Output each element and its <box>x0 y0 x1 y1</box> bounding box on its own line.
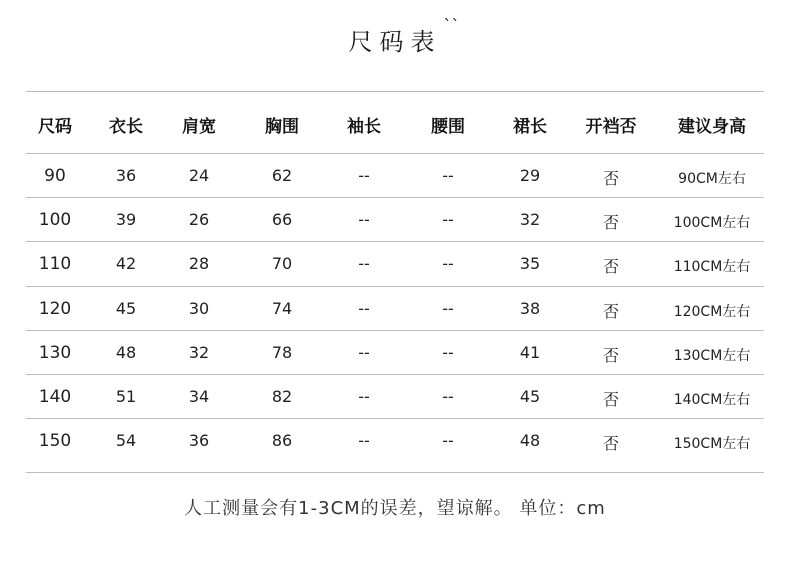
cell-chest: 74 <box>271 298 293 318</box>
title-container <box>0 16 790 57</box>
cell-sleeve: -- <box>358 342 370 362</box>
table-row <box>26 153 764 197</box>
table-row <box>26 374 764 418</box>
cell-waist: -- <box>442 166 454 185</box>
header-chest: 胸围 <box>265 117 299 137</box>
cell-suggested-height: 130CM左右 <box>673 347 751 364</box>
cell-chest: 66 <box>271 210 293 230</box>
cell-chest: 62 <box>271 166 293 185</box>
cell-length: 45 <box>115 298 137 318</box>
cell-waist: -- <box>442 431 454 451</box>
header-skirt-length: 裙长 <box>513 117 547 137</box>
cell-shoulder: 28 <box>188 254 210 274</box>
cell-open-crotch: 否 <box>602 213 619 233</box>
cell-sleeve: -- <box>358 298 370 318</box>
cell-open-crotch: 否 <box>602 301 619 321</box>
cell-skirt-length: 45 <box>519 387 541 406</box>
cell-shoulder: 36 <box>188 431 210 451</box>
table-header-row <box>26 91 764 153</box>
cell-size: 120 <box>38 298 72 319</box>
cell-sleeve: -- <box>358 254 370 274</box>
title-text: 尺码表 <box>348 28 442 56</box>
cell-chest: 82 <box>271 387 293 406</box>
cell-skirt-length: 41 <box>519 342 541 362</box>
cell-shoulder: 30 <box>188 298 210 318</box>
cell-open-crotch: 否 <box>602 257 619 277</box>
cell-suggested-height: 110CM左右 <box>673 259 751 276</box>
cell-size: 110 <box>38 254 72 275</box>
cell-shoulder: 24 <box>188 166 210 185</box>
cell-sleeve: -- <box>358 431 370 451</box>
cell-suggested-height: 120CM左右 <box>673 303 751 320</box>
cell-shoulder: 26 <box>188 210 210 230</box>
cell-suggested-height: 100CM左右 <box>673 215 751 232</box>
table-row <box>26 330 764 374</box>
cell-skirt-length: 32 <box>519 210 541 230</box>
header-sleeve: 袖长 <box>347 117 381 137</box>
cell-waist: -- <box>442 298 454 318</box>
table-row <box>26 197 764 241</box>
cell-size: 100 <box>38 210 72 231</box>
cell-waist: -- <box>442 254 454 274</box>
table-row <box>26 241 764 285</box>
cell-sleeve: -- <box>358 166 370 185</box>
cell-shoulder: 32 <box>188 342 210 362</box>
cell-shoulder: 34 <box>188 387 210 406</box>
cell-length: 42 <box>115 254 137 274</box>
header-suggested-height: 建议身高 <box>678 117 746 137</box>
cell-open-crotch: 否 <box>602 390 619 409</box>
cell-size: 150 <box>38 431 72 452</box>
cell-skirt-length: 48 <box>519 431 541 451</box>
cell-skirt-length: 35 <box>519 254 541 274</box>
size-chart-title <box>348 16 460 57</box>
cell-open-crotch: 否 <box>602 345 619 365</box>
cell-length: 48 <box>115 342 137 362</box>
cell-sleeve: -- <box>358 210 370 230</box>
cell-suggested-height: 150CM左右 <box>673 436 751 453</box>
cell-skirt-length: 29 <box>519 166 541 185</box>
cell-waist: -- <box>442 342 454 362</box>
measurement-note: 人工测量会有1-3CM的误差，望谅解。 单位：cm <box>184 498 606 519</box>
cell-size: 90 <box>44 166 66 186</box>
cell-skirt-length: 38 <box>519 298 541 318</box>
cell-size: 130 <box>38 342 72 363</box>
cell-suggested-height: 90CM左右 <box>678 171 746 187</box>
cell-length: 39 <box>115 210 137 230</box>
cell-length: 36 <box>115 166 137 185</box>
table-row <box>26 286 764 330</box>
cell-chest: 78 <box>271 342 293 362</box>
header-open-crotch: 开裆否 <box>585 117 637 137</box>
cell-suggested-height: 140CM左右 <box>673 392 751 408</box>
cell-waist: -- <box>442 210 454 230</box>
header-waist: 腰围 <box>431 117 465 137</box>
table-row <box>26 418 764 462</box>
cell-chest: 70 <box>271 254 293 274</box>
cell-length: 51 <box>115 387 137 406</box>
header-shoulder: 肩宽 <box>182 117 216 137</box>
cell-length: 54 <box>115 431 137 451</box>
cell-size: 140 <box>38 387 72 407</box>
cell-chest: 86 <box>271 431 293 451</box>
cell-sleeve: -- <box>358 387 370 406</box>
cell-open-crotch: 否 <box>602 434 619 454</box>
title-decoration-mark: ˋˋ <box>443 16 460 35</box>
header-size: 尺码 <box>38 117 72 137</box>
cell-waist: -- <box>442 387 454 406</box>
table-bottom-rule <box>26 472 764 473</box>
header-length: 衣长 <box>109 117 143 137</box>
cell-open-crotch: 否 <box>602 169 619 188</box>
